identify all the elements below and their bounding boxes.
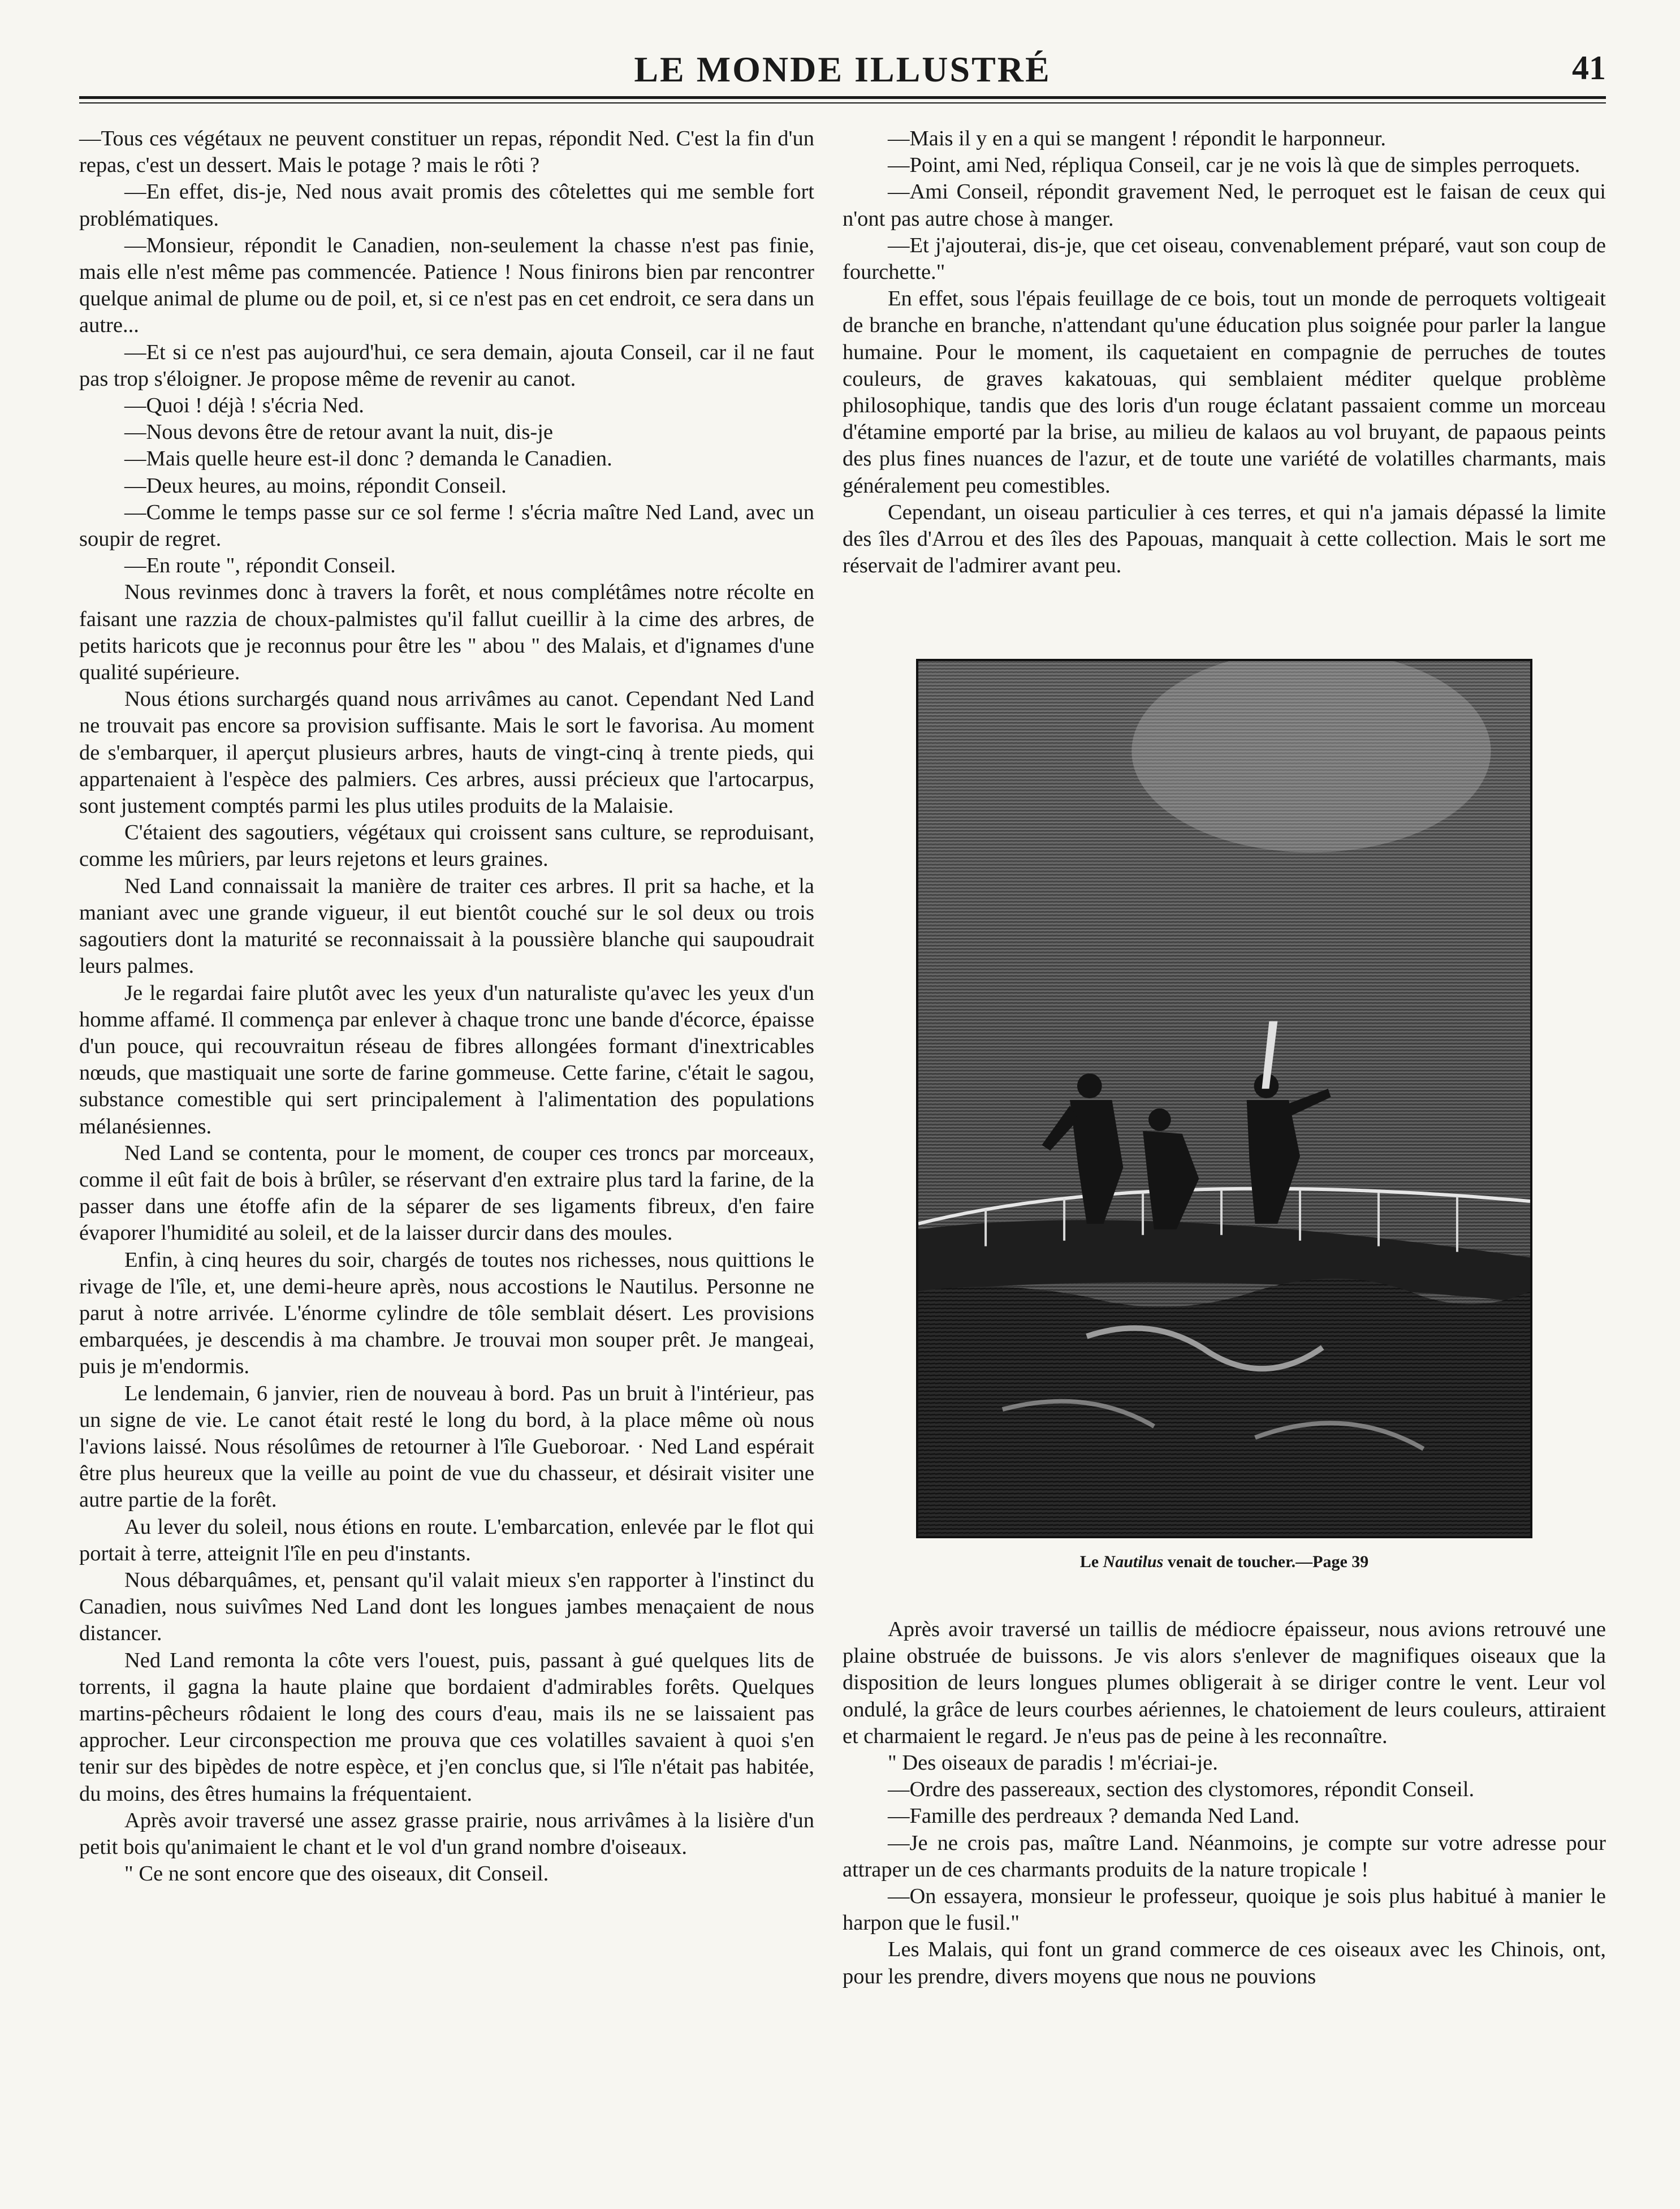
paragraph: " Ce ne sont encore que des oiseaux, dit Conseil. bbox=[124, 1862, 549, 1886]
figure-caption bbox=[843, 1552, 1606, 1572]
paragraph: " Des oiseaux de paradis ! m'écriai-je. bbox=[888, 1751, 1218, 1775]
paragraph: —Et si ce n'est pas aujourd'hui, ce sera demain, ajouta Conseil, car il ne faut pas trop s'éloigner. Je propose même de revenir au canot. bbox=[79, 340, 814, 391]
paragraph: —Famille des perdreaux ? demanda Ned Land. bbox=[888, 1804, 1300, 1828]
paragraph: Ned Land connaissait la manière de traiter ces arbres. Il prit sa hache, et la maniant avec une grande vigueur, il eut bientôt couché sur le sol deux ou trois sagoutiers dont la maturité se reconnaissait à la poussière blanche qui saupoudrait leurs palmes. bbox=[79, 874, 814, 978]
engraving-illustration bbox=[916, 659, 1532, 1538]
paragraph: Enfin, à cinq heures du soir, chargés de toutes nos richesses, nous quittions le rivage de l'île, et, une demi-heure après, nous accostions le Nautilus. Personne ne parut à notre arrivée. L'énorme cylindre de tôle semblait désert. Les provisions embarquées, je descendis à ma chambre. Je trouvai mon souper prêt. Je mangeai, puis je m'endormis. bbox=[79, 1248, 814, 1379]
caption-suffix: venait de toucher.—Page 39 bbox=[1167, 1552, 1369, 1571]
left-column bbox=[79, 126, 814, 1887]
paragraph: —Deux heures, au moins, répondit Conseil. bbox=[124, 473, 507, 498]
paragraph: Après avoir traversé une assez grasse prairie, nous arrivâmes à la lisière d'un petit bois qu'animaient le chant et le vol d'un grand nombre d'oiseaux. bbox=[79, 1808, 814, 1859]
paragraph: Ned Land remonta la côte vers l'ouest, puis, passant à gué quelques lits de torrents, il gagna la haute plaine que bordaient d'admirables forêts. Quelques martins-pêcheurs rôdaient le long des cours d'eau, mais ils ne se laissaient pas approcher. Leur circonspection me prouva que ces volatilles savaient à quoi s'en tenir sur des bipèdes de notre espèce, et j'en conclus que, si l'île n'était pas habitée, du moins, des êtres humains la fréquentaient. bbox=[79, 1648, 814, 1806]
paragraph: Nous étions surchargés quand nous arrivâmes au canot. Cependant Ned Land ne trouvait pas encore sa provision suffisante. Mais le sort le favorisa. Au moment de s'embarquer, il aperçut plusieurs arbres, hauts de vingt-cinq à trente pieds, qui appartenaient à l'espèce des palmiers. Ces arbres, aussi précieux que l'artocarpus, sont justement comptés parmi les plus utiles produits de la Malaisie. bbox=[79, 687, 814, 818]
paragraph: —Point, ami Ned, répliqua Conseil, car je ne vois là que de simples perroquets. bbox=[888, 153, 1580, 178]
paragraph: —Tous ces végétaux ne peuvent constituer un repas, répondit Ned. C'est la fin d'un repas, c'est un dessert. Mais le potage ? mais le rôti ? bbox=[79, 127, 814, 178]
paragraph: Nous revinmes donc à travers la forêt, et nous complétâmes notre récolte en faisant une razzia de choux-palmistes qu'il fallut cueillir à la cime des arbres, de petits haricots que je reconnus pour être les " abou " des Malais, et d'ignames d'une qualité supérieure. bbox=[79, 580, 814, 685]
paragraph: Je le regardai faire plutôt avec les yeux d'un naturaliste qu'avec les yeux d'un homme affamé. Il commença par enlever à chaque tronc une bande d'écorce, épaisse d'un pouce, qui recouvraitun réseau de fibres allongées formant d'inextricables nœuds, que mastiquait une sorte de farine gommeuse. Cette farine, c'était le sagou, substance comestible qui sert principalement à l'alimentation des populations mélanésiennes. bbox=[79, 981, 814, 1138]
paragraph: C'étaient des sagoutiers, végétaux qui croissent sans culture, se reproduisant, comme les mûriers, par leurs rejetons et leurs graines. bbox=[79, 821, 814, 871]
paragraph: Au lever du soleil, nous étions en route. L'embarcation, enlevée par le flot qui portait à terre, atteignit l'île en peu d'instants. bbox=[79, 1515, 814, 1565]
paragraph: —Et j'ajouterai, dis-je, que cet oiseau, convenablement préparé, vaut son coup de fourchette." bbox=[843, 233, 1606, 284]
right-column-bottom bbox=[843, 1616, 1606, 1990]
paragraph: Le lendemain, 6 janvier, rien de nouveau à bord. Pas un bruit à l'intérieur, pas un signe de vie. Le canot était resté le long du bord, à la place même où nous l'avions laissé. Nous résolûmes de retourner à l'île Gueboroar. · Ned Land espérait être plus heureux que la veille au point de vue du chasseur, et désirait visiter une autre partie de la forêt. bbox=[79, 1381, 814, 1512]
header-rule-thin bbox=[79, 102, 1606, 103]
paragraph: —Comme le temps passe sur ce sol ferme ! s'écria maître Ned Land, avec un soupir de regret. bbox=[79, 500, 814, 551]
paragraph: —Monsieur, répondit le Canadien, non-seulement la chasse n'est pas finie, mais elle n'est même pas commencée. Patience ! Nous finirons bien par rencontrer quelque animal de plume ou de poil, et, si ce n'est pas en cet endroit, ce sera dans un autre... bbox=[79, 233, 814, 338]
paragraph: —Mais il y en a qui se mangent ! répondit le harponneur. bbox=[888, 127, 1387, 150]
paragraph: —Je ne crois pas, maître Land. Néanmoins, je compte sur votre adresse pour attraper un de ces charmants produits de la nature tropicale ! bbox=[843, 1831, 1606, 1882]
right-column-top bbox=[843, 126, 1606, 579]
paragraph: Cependant, un oiseau particulier à ces terres, et qui n'a jamais dépassé la limite des îles d'Arrou et des îles des Papouas, manquait à cette collection. Mais le sort me réservait de l'admirer avant peu. bbox=[843, 500, 1606, 578]
paragraph: —Mais quelle heure est-il donc ? demanda le Canadien. bbox=[124, 447, 612, 471]
paragraph: —En effet, dis-je, Ned nous avait promis des côtelettes qui me semble fort problématiques. bbox=[79, 180, 814, 231]
page-number: 41 bbox=[1572, 49, 1606, 87]
paragraph: Les Malais, qui font un grand commerce de ces oiseaux avec les Chinois, ont, pour les prendre, divers moyens que nous ne pouvions bbox=[843, 1938, 1606, 1988]
paragraph: —Ordre des passereaux, section des clystomores, répondit Conseil. bbox=[888, 1777, 1475, 1802]
paragraph: Après avoir traversé un taillis de médiocre épaisseur, nous avions retrouvé une plaine obstruée de buissons. Je vis alors s'enlever de magnifiques oiseaux que la disposition de leurs longues plumes obligerait à se diriger contre le vent. Leur vol ondulé, la grâce de leurs courbes aériennes, le chatoiement de leurs couleurs, attiraient et charmaient le regard. Je n'eus pas de peine à les reconnaître. bbox=[843, 1617, 1606, 1748]
header-rule-thick bbox=[79, 96, 1606, 99]
paragraph: Nous débarquâmes, et, pensant qu'il valait mieux s'en rapporter à l'instinct du Canadien, nous suivîmes Ned Land dont les longues jambes menaçaient de nous distancer. bbox=[79, 1568, 814, 1646]
paragraph: —Ami Conseil, répondit gravement Ned, le perroquet est le faisan de ceux qui n'ont pas autre chose à manger. bbox=[843, 180, 1606, 231]
paragraph: Ned Land se contenta, pour le moment, de couper ces troncs par morceaux, comme il eût fait de bois à brûler, se réservant d'en extraire plus tard la farine, de la passer dans une étoffe afin de la séparer de ses ligaments fibreux, d'en faire évaporer l'humidité au soleil, et de la laisser durcir dans des moules. bbox=[79, 1141, 814, 1245]
engraving-image bbox=[918, 661, 1530, 1536]
paragraph: —Quoi ! déjà ! s'écria Ned. bbox=[124, 394, 364, 418]
journal-title: LE MONDE ILLUSTRÉ bbox=[634, 49, 1051, 89]
paragraph: —Nous devons être de retour avant la nuit, dis-je bbox=[124, 420, 554, 445]
page-header bbox=[79, 49, 1606, 94]
paragraph: —En route ", répondit Conseil. bbox=[124, 554, 396, 578]
caption-prefix: Le bbox=[1079, 1552, 1099, 1571]
paragraph: —On essayera, monsieur le professeur, quoique je sois plus habitué à manier le harpon que le fusil." bbox=[843, 1884, 1606, 1935]
paragraph: En effet, sous l'épais feuillage de ce bois, tout un monde de perroquets voltigeait de branche en branche, n'attendant qu'une éducation plus soignée pour parler la langue humaine. Pour le moment, ils caquetaient en compagnie de perruches de toutes couleurs, de graves kakatouas, qui semblaient méditer quelque problème philosophique, tandis que des loris d'un rouge éclatant passaient comme un morceau d'étamine emporté par la brise, au milieu de kalaos au vol bruyant, de papaous peints des plus fines nuances de l'azur, et de toute une variété de volatilles charmants, mais généralement peu comestibles. bbox=[843, 287, 1606, 498]
caption-italic-title: Nautilus bbox=[1103, 1552, 1164, 1571]
